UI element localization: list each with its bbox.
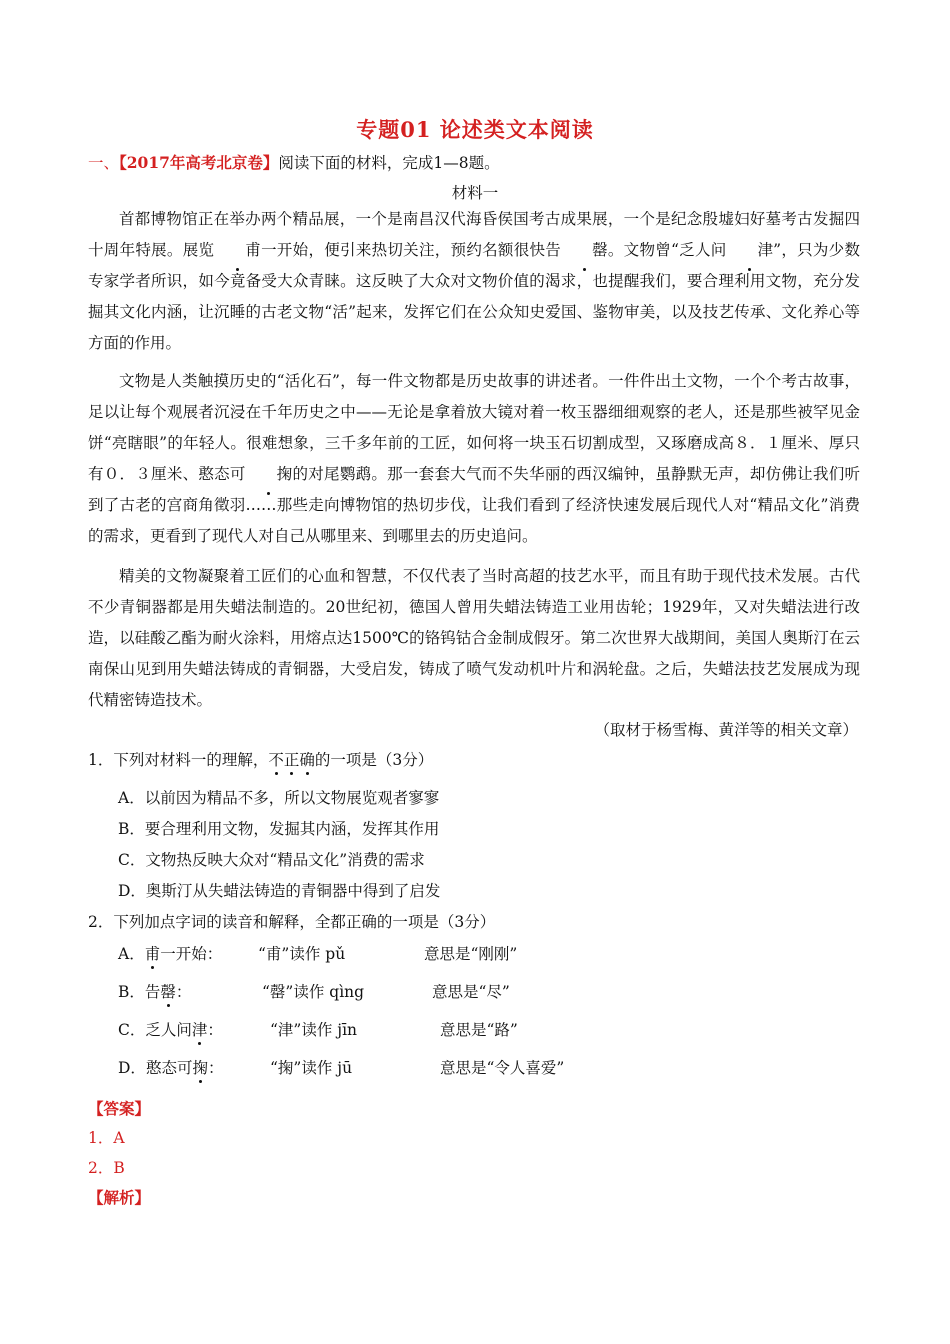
option-text: ：: [207, 1021, 223, 1039]
emphasis-dot-char: 罄: [160, 980, 176, 1002]
emphasis-dot-char: 津: [192, 1018, 208, 1040]
option-letter: B．: [118, 983, 145, 1001]
paragraph-text: 的对尾鹦鹉。那一套套大气而不失华丽的西汉编钟，虽静默无声，却仿佛让我们听到了古老的宫商角徵羽……那些走向博物馆的热切步伐，让我们看到了经济快速发展后现代人对“精品文化”消费的需求，更看到了现代人对自己从哪里来、到哪里去的历史追问。: [88, 465, 860, 545]
question-text: 1．下列对材料一的理解，: [88, 751, 269, 769]
analysis-heading: 【解析】: [88, 1188, 151, 1207]
answer-heading: 【答案】: [88, 1099, 151, 1118]
question-1-option-d: D．奥斯汀从失蜡法铸造的青铜器中得到了启发: [118, 882, 441, 900]
question-2-option-a-meaning: 意思是“刚刚”: [424, 945, 518, 963]
question-2-option-c-word: [118, 1018, 223, 1040]
question-2-option-b-meaning: 意思是“尽”: [432, 983, 510, 1001]
section-heading: [88, 151, 500, 173]
question-2-option-d-word: [118, 1056, 223, 1078]
emphasis-dot-char: 确: [299, 748, 315, 770]
question-1-option-a: A．以前因为精品不多，所以文物展览观者寥寥: [118, 789, 440, 807]
answer-item-1: 1．A: [88, 1129, 125, 1147]
question-2-option-a-word: [118, 942, 222, 964]
material-paragraph-1: [88, 204, 860, 359]
option-letter: D．: [118, 1059, 146, 1077]
emphasis-dot-char: 不: [268, 748, 284, 770]
emphasis-dot-char: 掬: [192, 1056, 208, 1078]
option-text: 乏人问: [145, 1021, 192, 1039]
paragraph-text: ”，只为少数专家学者所识，如今竟备受大众青睐。这反映了大众对文物价值的渴求，也提醒我们，要合理利用文物，充分发掘其文化内涵，让沉睡的古老文物“活”起来，发挥它们在公众知史爱国、鉴物审美，以及技艺传承、文化养心等方面的作用。: [88, 241, 860, 352]
question-1-option-b: B．要合理利用文物，发掘其内涵，发挥其作用: [118, 820, 440, 838]
emphasis-dot-char: 掬: [246, 459, 293, 490]
option-letter: C．: [118, 1021, 146, 1039]
page-title: 专题01 论述类文本阅读: [356, 117, 594, 142]
material-title: 材料一: [451, 184, 499, 202]
question-1-stem: [88, 748, 433, 770]
question-2-option-c-meaning: 意思是“路”: [440, 1021, 518, 1039]
question-2-stem: 2．下列加点字词的读音和解释，全都正确的一项是（3分）: [88, 913, 496, 931]
option-text: ：: [207, 1059, 224, 1077]
option-text: 一开始：: [160, 945, 223, 963]
option-letter: A．: [118, 945, 145, 963]
question-2-option-d-reading: “掬”读作 jū: [270, 1059, 353, 1077]
question-2-option-b-reading: “罄”读作 qìng: [262, 983, 365, 1001]
question-2-option-c-reading: “津”读作 jīn: [270, 1021, 358, 1039]
question-2-option-a-reading: “甫”读作 pǔ: [258, 945, 346, 963]
emphasis-dot-char: 罄: [561, 235, 608, 266]
emphasis-dot-char: 甫: [214, 235, 261, 266]
answer-item-2: 2．B: [88, 1159, 125, 1177]
section-instruction: 阅读下面的材料，完成1—8题。: [278, 154, 500, 172]
section-number: 一、: [88, 154, 120, 172]
dotted-emphasis: [268, 751, 315, 769]
question-2-option-d-meaning: 意思是“令人喜爱”: [440, 1059, 565, 1077]
emphasis-dot-char: 正: [284, 748, 300, 770]
emphasis-dot-char: 甫: [145, 942, 161, 964]
option-text: 憨态可: [145, 1059, 193, 1077]
paragraph-text: 首都博物馆正在举办两个精品展，一个是南昌汉代海昏侯国考古成果展，一个是纪念殷墟妇好墓考古发掘四十周年特展。展览: [88, 210, 860, 259]
paragraph-text: 一开始，便引来热切关注，预约名额很快告: [260, 241, 562, 259]
question-text: 的一项是（3分）: [314, 751, 434, 769]
question-2-option-b-word: [118, 980, 191, 1002]
emphasis-dot-char: 津: [727, 235, 774, 266]
paragraph-text: 。文物曾“乏人问: [607, 241, 727, 259]
material-source: （取材于杨雪梅、黄洋等的相关文章）: [594, 721, 858, 739]
material-paragraph-2: [88, 366, 860, 552]
exam-source-tag: 【2017年高考北京卷】: [119, 153, 279, 172]
question-1-option-c: C．文物热反映大众对“精品文化”消费的需求: [118, 851, 425, 869]
material-paragraph-3: 精美的文物凝聚着工匠们的心血和智慧，不仅代表了当时高超的技艺水平，而且有助于现代技术发展。古代不少青铜器都是用失蜡法制造的。20世纪初，德国人曾用失蜡法铸造工业用齿轮；1929年，又对失蜡法进行改造，以硅酸乙酯为耐火涂料，用熔点达1500℃的铬钨钴合金制成假牙。第二次世界大战期间，美国人奥斯汀在云南保山见到用失蜡法铸成的青铜器，大受启发，铸成了喷气发动机叶片和涡轮盘。之后，失蜡法技艺发展成为现代精密铸造技术。: [88, 567, 860, 709]
paragraph-text: 文物是人类触摸历史的“活化石”，每一件文物都是历史故事的讲述者。一件件出土文物，一个个考古故事，足以让每个观展者沉浸在千年历史之中——无论是拿着放大镜对着一枚玉器细细观察的老人，还是那些被罕见金饼“亮瞎眼”的年轻人。很难想象，三千多年前的工匠，如何将一块玉石切割成型，又琢磨成高８．１厘米、厚只有０．３厘米、憨态可: [88, 372, 860, 483]
option-text: ：: [175, 983, 192, 1001]
option-text: 告: [144, 983, 161, 1001]
